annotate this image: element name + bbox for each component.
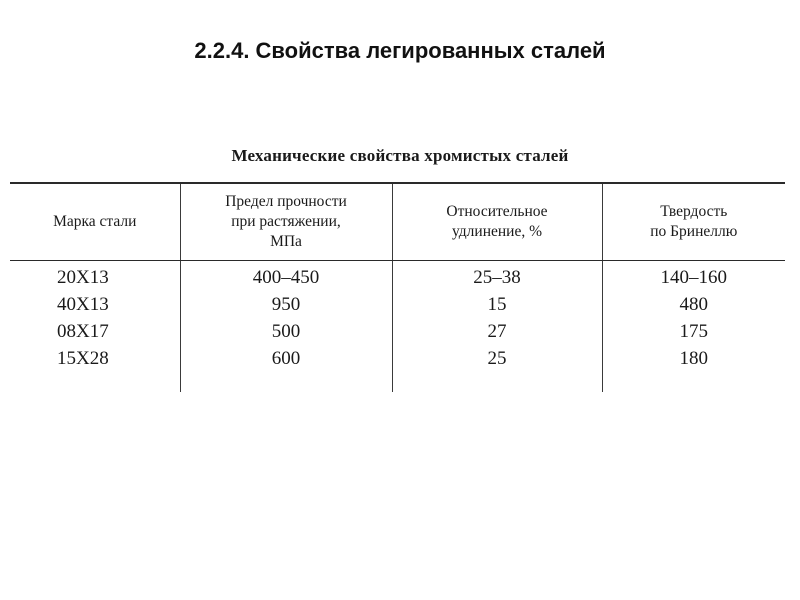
- header-line: Марка стали: [53, 213, 137, 230]
- header-line: по Бринеллю: [650, 223, 738, 240]
- header-line: Твердость: [660, 203, 728, 220]
- cell-elongation: 15: [392, 291, 602, 318]
- header-line: удлинение, %: [452, 223, 542, 240]
- cell-steel-grade: 40Х13: [57, 294, 109, 315]
- cell-steel-grade: 15Х28: [57, 348, 109, 369]
- header-line: Относительное: [446, 203, 548, 220]
- header-line: Предел прочности: [225, 193, 347, 210]
- header-tensile-strength: [180, 183, 392, 261]
- cell-brinell-hardness: 175: [602, 318, 785, 345]
- cell-tensile-strength: 600: [180, 345, 392, 392]
- header-line: при растяжении,: [231, 213, 341, 230]
- header-line: МПа: [270, 233, 302, 250]
- table-row: [10, 345, 785, 392]
- table-row: [10, 261, 785, 292]
- cell-steel-grade: 08Х17: [57, 321, 109, 342]
- table-container: [10, 182, 785, 392]
- cell-tensile-strength: 950: [180, 291, 392, 318]
- cell-brinell-hardness: 180: [602, 345, 785, 392]
- table-header-row: [10, 183, 785, 261]
- slide-title: 2.2.4. Свойства легированных сталей: [194, 38, 606, 63]
- cell-elongation: 25–38: [392, 261, 602, 292]
- header-elongation: [392, 183, 602, 261]
- header-steel-grade: [10, 183, 180, 261]
- cell-elongation: 27: [392, 318, 602, 345]
- header-brinell-hardness: [602, 183, 785, 261]
- cell-tensile-strength: 500: [180, 318, 392, 345]
- table-caption: Механические свойства хромистых сталей: [231, 146, 569, 165]
- table-row: [10, 318, 785, 345]
- cell-elongation: 25: [392, 345, 602, 392]
- cell-brinell-hardness: 480: [602, 291, 785, 318]
- cell-steel-grade: 20Х13: [57, 267, 109, 288]
- table-row: [10, 291, 785, 318]
- cell-brinell-hardness: 140–160: [602, 261, 785, 292]
- steel-properties-table: [10, 182, 785, 392]
- cell-tensile-strength: 400–450: [180, 261, 392, 292]
